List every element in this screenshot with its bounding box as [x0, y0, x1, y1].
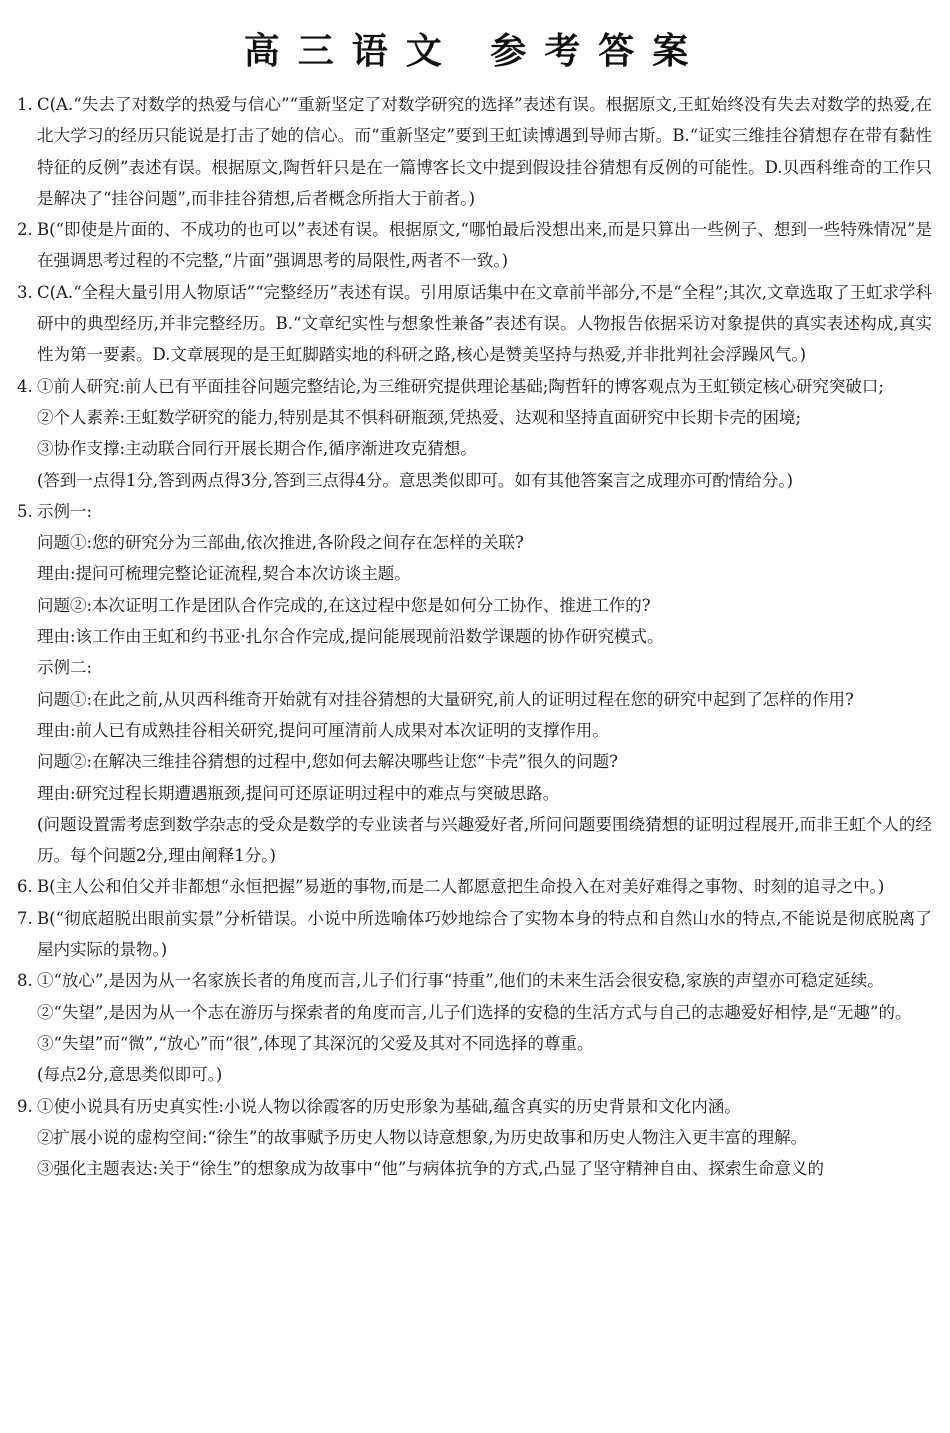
- answer-item: [0, 277, 950, 371]
- answer-text: B(“彻底超脱出眼前实景”分析错误。小说中所选喻体巧妙地综合了实物本身的特点和自然山水的特点,不能说是彻底脱离了屋内实际的景物。): [37, 908, 932, 960]
- answer-text: (问题设置需考虑到数学杂志的受众是数学的专业读者与兴趣爱好者,所问问题要围绕猜想的证明过程展开,而非王虹个人的经历。每个问题2分,理由阐释1分。): [37, 814, 932, 866]
- answer-item: [0, 871, 950, 902]
- answer-text: ③“失望”而“微”,“放心”而“很”,体现了其深沉的父爱及其对不同选择的尊重。: [37, 1033, 594, 1053]
- answer-text: 问题②:在解决三维挂谷猜想的过程中,您如何去解决哪些让您“卡壳”很久的问题?: [37, 752, 619, 772]
- answer-number: 6.: [17, 877, 33, 897]
- answer-number: 8.: [17, 971, 33, 991]
- answer-text: 问题①:您的研究分为三部曲,依次推进,各阶段之间存在怎样的关联?: [37, 533, 524, 553]
- answer-item-continuation: [0, 1059, 950, 1090]
- answer-item-continuation: [0, 778, 950, 809]
- answer-text: 示例一:: [37, 501, 93, 521]
- answer-item: [0, 965, 950, 996]
- answer-item-continuation: [0, 1122, 950, 1153]
- answer-text: ①使小说具有历史真实性:小说人物以徐霞客的历史形象为基础,蕴含真实的历史背景和文化内涵。: [37, 1096, 741, 1116]
- answer-item: [0, 89, 950, 214]
- answer-text: ②扩展小说的虚构空间:“徐生”的故事赋予历史人物以诗意想象,为历史故事和历史人物注入更丰富的理解。: [37, 1127, 808, 1147]
- answer-item: [0, 1091, 950, 1122]
- answer-item-continuation: [0, 402, 950, 433]
- answer-item: [0, 214, 950, 277]
- answer-item-continuation: [0, 465, 950, 496]
- answer-number: 7.: [17, 908, 33, 928]
- page-title: 高三语文 参考答案: [243, 31, 707, 72]
- answer-number: 9.: [17, 1096, 33, 1116]
- answer-text: 理由:研究过程长期遭遇瓶颈,提问可还原证明过程中的难点与突破思路。: [37, 783, 560, 803]
- answer-item-continuation: [0, 746, 950, 777]
- answer-text: (答到一点得1分,答到两点得3分,答到三点得4分。意思类似即可。如有其他答案言之成理亦可酌情给分。): [37, 470, 794, 490]
- answer-text: C(A.“失去了对数学的热爱与信心”“重新坚定了对数学研究的选择”表述有误。根据原文,王虹始终没有失去对数学的热爱,在北大学习的经历只能说是打击了她的信心。而“重新坚定”要到王虹读博遇到导师古斯。B.“证实三维挂谷猜想存在带有黏性特征的反例”表述有误。根据原文,陶哲轩只是在一篇博客长文中提到假设挂谷猜想有反例的可能性。D.贝西科维奇的工作只是解决了“挂谷问题”,而非挂谷猜想,后者概念所指大于前者。): [37, 95, 932, 208]
- answer-text: 理由:提问可梳理完整论证流程,契合本次访谈主题。: [37, 564, 411, 584]
- answer-number: 3.: [17, 282, 33, 302]
- answer-item-continuation: [0, 715, 950, 746]
- answer-item-continuation: [0, 1028, 950, 1059]
- answer-number: 5.: [17, 501, 33, 521]
- answer-number: 4.: [17, 376, 33, 396]
- answer-text: 理由:前人已有成熟挂谷相关研究,提问可厘清前人成果对本次证明的支撑作用。: [37, 720, 609, 740]
- answer-text: B(“即使是片面的、不成功的也可以”表述有误。根据原文,“哪怕最后没想出来,而是只算出一些例子、想到一些特殊情况”是在强调思考过程的不完整,“片面”强调思考的局限性,两者不一致。): [37, 220, 932, 271]
- answer-text: (每点2分,意思类似即可。): [37, 1065, 223, 1085]
- answer-text: ③强化主题表达:关于“徐生”的想象成为故事中“他”与病体抗争的方式,凸显了坚守精神自由、探索生命意义的: [37, 1159, 825, 1179]
- answer-item-continuation: [0, 527, 950, 558]
- answer-text: ②“失望”,是因为从一个志在游历与探索者的角度而言,儿子们选择的安稳的生活方式与自己的志趣爱好相悖,是“无趣”的。: [37, 1002, 912, 1022]
- answer-item-continuation: [0, 1153, 950, 1184]
- answer-list: [0, 89, 950, 1184]
- answer-item: [0, 496, 950, 527]
- answer-text: 示例二:: [37, 658, 93, 678]
- answer-text: ②个人素养:王虹数学研究的能力,特别是其不惧科研瓶颈,凭热爱、达观和坚持直面研究中长期卡壳的困境;: [37, 407, 802, 427]
- answer-item-continuation: [0, 809, 950, 872]
- answer-number: 1.: [17, 95, 33, 114]
- answer-text: 问题①:在此之前,从贝西科维奇开始就有对挂谷猜想的大量研究,前人的证明过程在您的研究中起到了怎样的作用?: [37, 689, 854, 709]
- answer-item-continuation: [0, 997, 950, 1028]
- answer-item: [0, 371, 950, 402]
- answer-text: 理由:该工作由王虹和约书亚·扎尔合作完成,提问能展现前沿数学课题的协作研究模式。: [37, 627, 664, 647]
- answer-text: ①前人研究:前人已有平面挂谷问题完整结论,为三维研究提供理论基础;陶哲轩的博客观点为王虹锁定核心研究突破口;: [37, 376, 884, 396]
- answer-text: 问题②:本次证明工作是团队合作完成的,在这过程中您是如何分工协作、推进工作的?: [37, 595, 651, 615]
- answer-text: C(A.“全程大量引用人物原话”“完整经历”表述有误。引用原话集中在文章前半部分,不是“全程”;其次,文章选取了王虹求学科研中的典型经历,并非完整经历。B.“文章纪实性与想象性兼备”表述有误。人物报告依据采访对象提供的真实表述构成,真实性为第一要素。D.文章展现的是王虹脚踏实地的科研之路,核心是赞美坚持与热爱,并非批判社会浮躁风气。): [37, 282, 932, 365]
- answer-text: B(主人公和伯父并非都想“永恒把握”易逝的事物,而是二人都愿意把生命投入在对美好难得之事物、时刻的追寻之中。): [37, 877, 885, 897]
- answer-text: ①“放心”,是因为从一名家族长者的角度而言,儿子们行事“持重”,他们的未来生活会很安稳,家族的声望亦可稳定延续。: [37, 971, 884, 991]
- answer-number: 2.: [17, 220, 33, 240]
- answer-item-continuation: [0, 433, 950, 464]
- answer-text: ③协作支撑:主动联合同行开展长期合作,循序渐进攻克猜想。: [37, 439, 477, 459]
- answer-item-continuation: [0, 684, 950, 715]
- answer-item-continuation: [0, 652, 950, 683]
- answer-item-continuation: [0, 590, 950, 621]
- answer-item-continuation: [0, 621, 950, 652]
- answer-item: [0, 903, 950, 966]
- answer-item-continuation: [0, 558, 950, 589]
